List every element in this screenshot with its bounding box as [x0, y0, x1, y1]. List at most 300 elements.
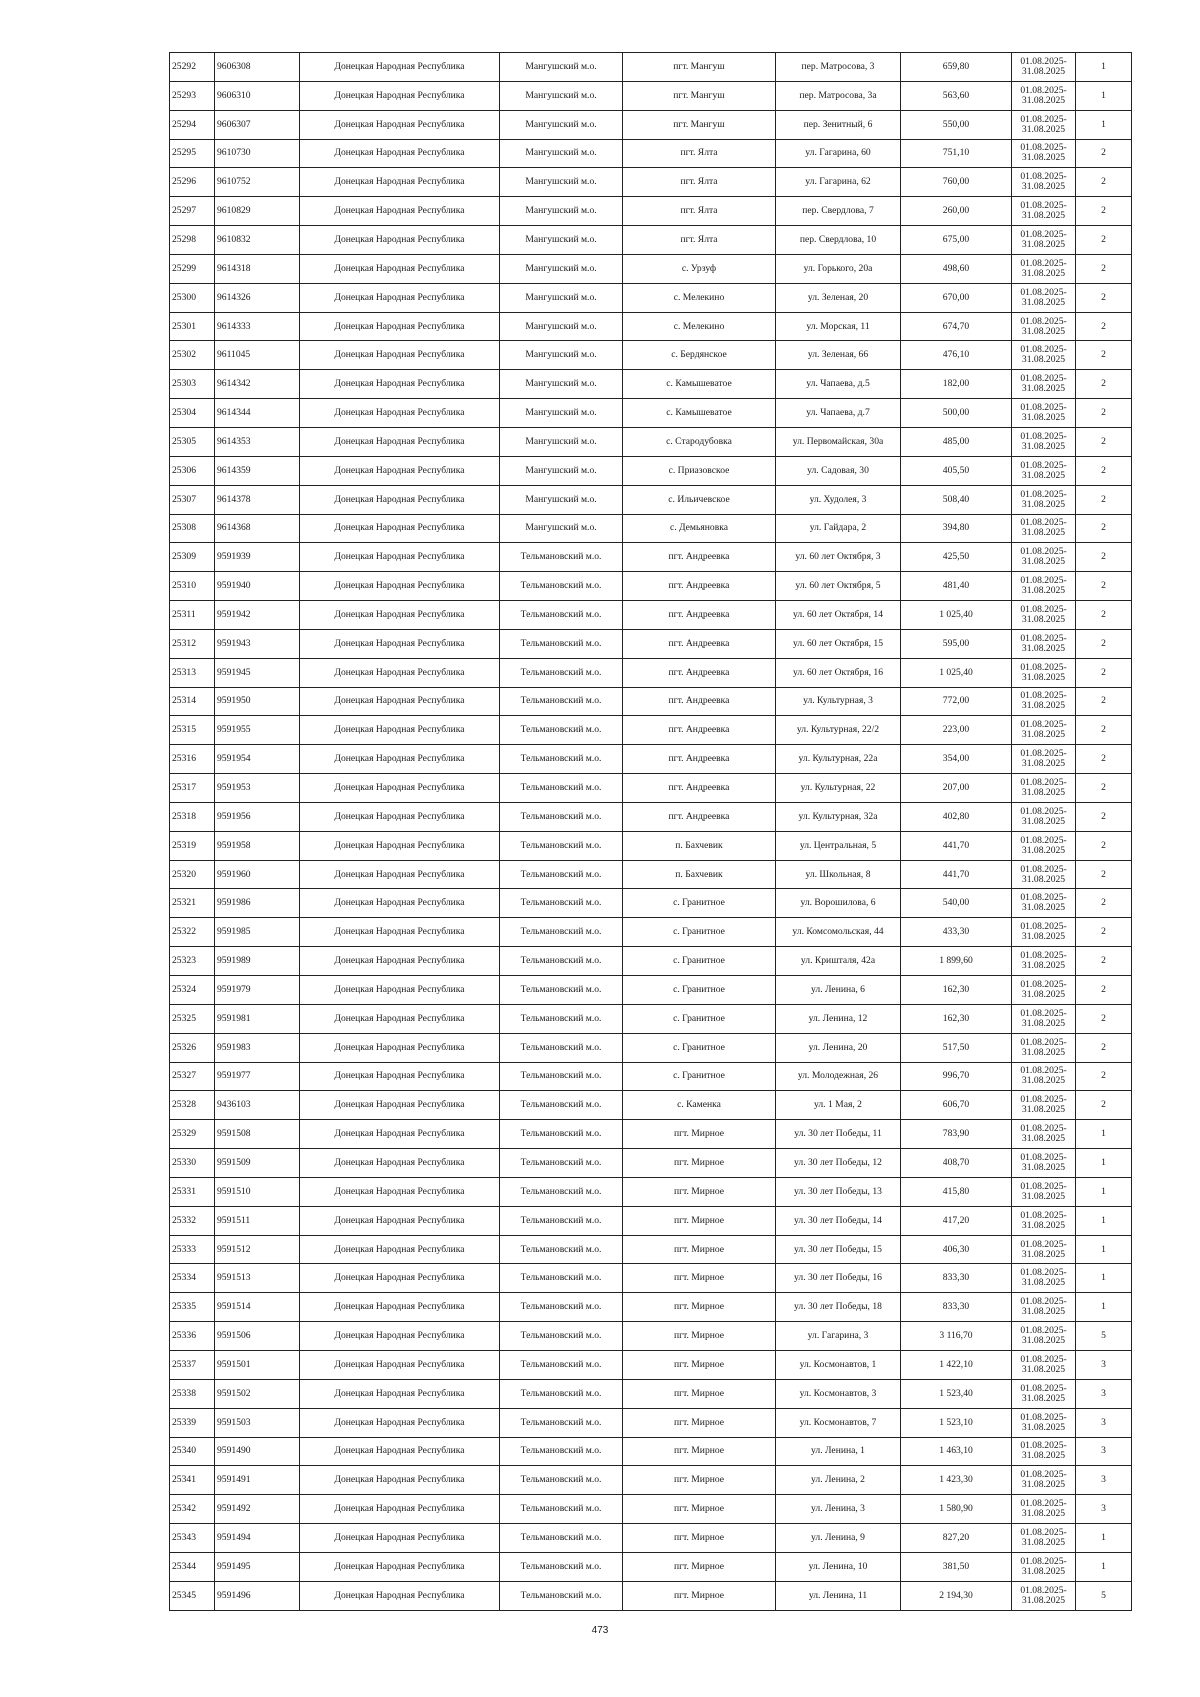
period-start: 01.08.2025-	[1020, 488, 1067, 500]
settlement-cell: пгт. Андреевка	[623, 629, 776, 658]
address-cell: ул. Молодежная, 26	[776, 1062, 901, 1091]
period-start: 01.08.2025-	[1020, 632, 1067, 644]
municipality-cell: Тельмановский м.о.	[500, 687, 623, 716]
settlement-cell: с. Демьяновка	[623, 514, 776, 543]
period-start: 01.08.2025-	[1020, 719, 1067, 731]
period-start: 01.08.2025-	[1020, 1007, 1067, 1019]
area-cell: 433,30	[901, 918, 1012, 947]
address-cell: ул. Чапаева, д.7	[776, 399, 901, 428]
municipality-cell: Тельмановский м.о.	[500, 1004, 623, 1033]
address-cell: ул. Культурная, 32а	[776, 802, 901, 831]
area-cell: 500,00	[901, 399, 1012, 428]
period-cell	[1012, 370, 1076, 399]
row-number-cell: 25301	[170, 312, 215, 341]
settlement-cell: пгт. Мирное	[623, 1379, 776, 1408]
address-cell: ул. 30 лет Победы, 14	[776, 1206, 901, 1235]
period-start: 01.08.2025-	[1020, 1267, 1067, 1279]
area-cell: 670,00	[901, 283, 1012, 312]
settlement-cell: пгт. Мирное	[623, 1293, 776, 1322]
period-start: 01.08.2025-	[1020, 171, 1067, 183]
table-row	[170, 399, 1132, 428]
period-end: 31.08.2025	[1021, 902, 1066, 914]
period-cell	[1012, 81, 1076, 110]
municipality-cell: Тельмановский м.о.	[500, 918, 623, 947]
settlement-cell: пгт. Андреевка	[623, 716, 776, 745]
period-end: 31.08.2025	[1021, 65, 1066, 77]
settlement-cell: с. Гранитное	[623, 1033, 776, 1062]
period-start: 01.08.2025-	[1020, 1440, 1067, 1452]
municipality-cell: Мангушский м.о.	[500, 53, 623, 82]
area-cell: 772,00	[901, 687, 1012, 716]
period-cell	[1012, 1177, 1076, 1206]
period-cell	[1012, 139, 1076, 168]
region-cell: Донецкая Народная Республика	[300, 427, 500, 456]
table-row	[170, 716, 1132, 745]
period-cell	[1012, 1408, 1076, 1437]
period-cell	[1012, 168, 1076, 197]
object-code-cell: 9606310	[215, 81, 300, 110]
period-start: 01.08.2025-	[1020, 748, 1067, 760]
table-row	[170, 572, 1132, 601]
area-cell: 783,90	[901, 1120, 1012, 1149]
area-cell: 675,00	[901, 226, 1012, 255]
count-cell: 2	[1076, 918, 1132, 947]
region-cell: Донецкая Народная Республика	[300, 226, 500, 255]
register-table-body	[170, 53, 1132, 1611]
period-cell	[1012, 1004, 1076, 1033]
period-cell	[1012, 1264, 1076, 1293]
region-cell: Донецкая Народная Республика	[300, 1004, 500, 1033]
settlement-cell: с. Мелекино	[623, 283, 776, 312]
address-cell: ул. Зеленая, 66	[776, 341, 901, 370]
settlement-cell: п. Бахчевик	[623, 860, 776, 889]
table-row	[170, 226, 1132, 255]
municipality-cell: Тельмановский м.о.	[500, 1120, 623, 1149]
count-cell: 2	[1076, 831, 1132, 860]
row-number-cell: 25310	[170, 572, 215, 601]
count-cell: 2	[1076, 947, 1132, 976]
object-code-cell: 9614353	[215, 427, 300, 456]
count-cell: 3	[1076, 1437, 1132, 1466]
address-cell: ул. 1 Мая, 2	[776, 1091, 901, 1120]
row-number-cell: 25313	[170, 658, 215, 687]
settlement-cell: пгт. Мирное	[623, 1235, 776, 1264]
count-cell: 2	[1076, 687, 1132, 716]
table-row	[170, 427, 1132, 456]
row-number-cell: 25330	[170, 1149, 215, 1178]
count-cell: 2	[1076, 1062, 1132, 1091]
count-cell: 3	[1076, 1495, 1132, 1524]
period-start: 01.08.2025-	[1020, 84, 1067, 96]
settlement-cell: пгт. Мирное	[623, 1149, 776, 1178]
object-code-cell: 9610730	[215, 139, 300, 168]
settlement-cell: пгт. Мирное	[623, 1437, 776, 1466]
address-cell: ул. Ленина, 6	[776, 976, 901, 1005]
object-code-cell: 9591960	[215, 860, 300, 889]
period-end: 31.08.2025	[1021, 1421, 1066, 1433]
row-number-cell: 25338	[170, 1379, 215, 1408]
period-cell	[1012, 629, 1076, 658]
municipality-cell: Мангушский м.о.	[500, 312, 623, 341]
table-row	[170, 456, 1132, 485]
municipality-cell: Тельмановский м.о.	[500, 716, 623, 745]
period-start: 01.08.2025-	[1020, 661, 1067, 673]
period-end: 31.08.2025	[1021, 1104, 1066, 1116]
area-cell: 485,00	[901, 427, 1012, 456]
settlement-cell: пгт. Мирное	[623, 1495, 776, 1524]
address-cell: пер. Свердлова, 7	[776, 197, 901, 226]
object-code-cell: 9591940	[215, 572, 300, 601]
settlement-cell: с. Урзуф	[623, 254, 776, 283]
object-code-cell: 9591492	[215, 1495, 300, 1524]
count-cell: 2	[1076, 283, 1132, 312]
row-number-cell: 25334	[170, 1264, 215, 1293]
object-code-cell: 9591503	[215, 1408, 300, 1437]
table-row	[170, 312, 1132, 341]
region-cell: Донецкая Народная Республика	[300, 629, 500, 658]
count-cell: 2	[1076, 802, 1132, 831]
count-cell: 2	[1076, 601, 1132, 630]
address-cell: ул. Гагарина, 60	[776, 139, 901, 168]
period-start: 01.08.2025-	[1020, 777, 1067, 789]
area-cell: 563,60	[901, 81, 1012, 110]
object-code-cell: 9591506	[215, 1322, 300, 1351]
municipality-cell: Тельмановский м.о.	[500, 1552, 623, 1581]
address-cell: ул. 30 лет Победы, 13	[776, 1177, 901, 1206]
count-cell: 2	[1076, 254, 1132, 283]
area-cell: 425,50	[901, 543, 1012, 572]
object-code-cell: 9591502	[215, 1379, 300, 1408]
period-start: 01.08.2025-	[1020, 863, 1067, 875]
row-number-cell: 25320	[170, 860, 215, 889]
period-end: 31.08.2025	[1021, 585, 1066, 597]
municipality-cell: Тельмановский м.о.	[500, 1293, 623, 1322]
row-number-cell: 25319	[170, 831, 215, 860]
period-end: 31.08.2025	[1021, 469, 1066, 481]
settlement-cell: пгт. Мирное	[623, 1177, 776, 1206]
municipality-cell: Тельмановский м.о.	[500, 1437, 623, 1466]
row-number-cell: 25311	[170, 601, 215, 630]
object-code-cell: 9591943	[215, 629, 300, 658]
region-cell: Донецкая Народная Республика	[300, 658, 500, 687]
period-start: 01.08.2025-	[1020, 978, 1067, 990]
period-end: 31.08.2025	[1021, 1306, 1066, 1318]
settlement-cell: с. Ильичевское	[623, 485, 776, 514]
table-row	[170, 889, 1132, 918]
settlement-cell: пгт. Мирное	[623, 1552, 776, 1581]
period-start: 01.08.2025-	[1020, 286, 1067, 298]
count-cell: 3	[1076, 1379, 1132, 1408]
period-end: 31.08.2025	[1021, 758, 1066, 770]
region-cell: Донецкая Народная Республика	[300, 1495, 500, 1524]
period-start: 01.08.2025-	[1020, 402, 1067, 414]
period-cell	[1012, 254, 1076, 283]
object-code-cell: 9591983	[215, 1033, 300, 1062]
region-cell: Донецкая Народная Республика	[300, 514, 500, 543]
table-row	[170, 283, 1132, 312]
row-number-cell: 25323	[170, 947, 215, 976]
municipality-cell: Мангушский м.о.	[500, 81, 623, 110]
region-cell: Донецкая Народная Республика	[300, 1149, 500, 1178]
area-cell: 595,00	[901, 629, 1012, 658]
municipality-cell: Мангушский м.о.	[500, 399, 623, 428]
settlement-cell: пгт. Мирное	[623, 1466, 776, 1495]
period-cell	[1012, 197, 1076, 226]
table-row	[170, 1120, 1132, 1149]
address-cell: ул. Школьная, 8	[776, 860, 901, 889]
municipality-cell: Мангушский м.о.	[500, 197, 623, 226]
area-cell: 260,00	[901, 197, 1012, 226]
table-row	[170, 543, 1132, 572]
period-cell	[1012, 889, 1076, 918]
municipality-cell: Тельмановский м.о.	[500, 774, 623, 803]
object-code-cell: 9591979	[215, 976, 300, 1005]
period-start: 01.08.2025-	[1020, 1209, 1067, 1221]
row-number-cell: 25295	[170, 139, 215, 168]
row-number-cell: 25344	[170, 1552, 215, 1581]
row-number-cell: 25343	[170, 1524, 215, 1553]
object-code-cell: 9591511	[215, 1206, 300, 1235]
period-start: 01.08.2025-	[1020, 1123, 1067, 1135]
object-code-cell: 9591977	[215, 1062, 300, 1091]
count-cell: 2	[1076, 168, 1132, 197]
count-cell: 2	[1076, 543, 1132, 572]
period-end: 31.08.2025	[1021, 1046, 1066, 1058]
region-cell: Донецкая Народная Республика	[300, 543, 500, 572]
count-cell: 2	[1076, 456, 1132, 485]
count-cell: 2	[1076, 341, 1132, 370]
row-number-cell: 25315	[170, 716, 215, 745]
address-cell: ул. Садовая, 30	[776, 456, 901, 485]
address-cell: ул. 30 лет Победы, 16	[776, 1264, 901, 1293]
settlement-cell: пгт. Ялта	[623, 139, 776, 168]
municipality-cell: Мангушский м.о.	[500, 456, 623, 485]
period-end: 31.08.2025	[1021, 1017, 1066, 1029]
period-start: 01.08.2025-	[1020, 1382, 1067, 1394]
count-cell: 2	[1076, 427, 1132, 456]
object-code-cell: 9436103	[215, 1091, 300, 1120]
count-cell: 2	[1076, 572, 1132, 601]
table-row	[170, 601, 1132, 630]
period-cell	[1012, 687, 1076, 716]
address-cell: ул. Ленина, 10	[776, 1552, 901, 1581]
row-number-cell: 25312	[170, 629, 215, 658]
object-code-cell: 9591510	[215, 1177, 300, 1206]
object-code-cell: 9606308	[215, 53, 300, 82]
table-row	[170, 1379, 1132, 1408]
period-start: 01.08.2025-	[1020, 1584, 1067, 1596]
period-cell	[1012, 918, 1076, 947]
address-cell: ул. Культурная, 22	[776, 774, 901, 803]
area-cell: 659,80	[901, 53, 1012, 82]
municipality-cell: Мангушский м.о.	[500, 283, 623, 312]
area-cell: 1 422,10	[901, 1350, 1012, 1379]
region-cell: Донецкая Народная Республика	[300, 341, 500, 370]
municipality-cell: Мангушский м.о.	[500, 139, 623, 168]
object-code-cell: 9591939	[215, 543, 300, 572]
region-cell: Донецкая Народная Республика	[300, 687, 500, 716]
address-cell: ул. Культурная, 3	[776, 687, 901, 716]
area-cell: 408,70	[901, 1149, 1012, 1178]
area-cell: 751,10	[901, 139, 1012, 168]
period-cell	[1012, 802, 1076, 831]
municipality-cell: Тельмановский м.о.	[500, 629, 623, 658]
object-code-cell: 9591491	[215, 1466, 300, 1495]
period-end: 31.08.2025	[1021, 325, 1066, 337]
period-start: 01.08.2025-	[1020, 950, 1067, 962]
area-cell: 405,50	[901, 456, 1012, 485]
address-cell: ул. Ленина, 9	[776, 1524, 901, 1553]
count-cell: 2	[1076, 226, 1132, 255]
period-cell	[1012, 1322, 1076, 1351]
table-row	[170, 976, 1132, 1005]
address-cell: ул. Культурная, 22а	[776, 745, 901, 774]
row-number-cell: 25336	[170, 1322, 215, 1351]
municipality-cell: Тельмановский м.о.	[500, 1206, 623, 1235]
region-cell: Донецкая Народная Республика	[300, 1322, 500, 1351]
period-start: 01.08.2025-	[1020, 257, 1067, 269]
area-cell: 223,00	[901, 716, 1012, 745]
period-cell	[1012, 831, 1076, 860]
settlement-cell: пгт. Мирное	[623, 1120, 776, 1149]
row-number-cell: 25328	[170, 1091, 215, 1120]
municipality-cell: Тельмановский м.о.	[500, 572, 623, 601]
count-cell: 2	[1076, 716, 1132, 745]
area-cell: 182,00	[901, 370, 1012, 399]
row-number-cell: 25322	[170, 918, 215, 947]
region-cell: Донецкая Народная Республика	[300, 139, 500, 168]
region-cell: Донецкая Народная Республика	[300, 1466, 500, 1495]
period-end: 31.08.2025	[1021, 931, 1066, 943]
count-cell: 2	[1076, 399, 1132, 428]
municipality-cell: Мангушский м.о.	[500, 168, 623, 197]
period-cell	[1012, 1552, 1076, 1581]
settlement-cell: с. Гранитное	[623, 889, 776, 918]
settlement-cell: пгт. Андреевка	[623, 572, 776, 601]
period-end: 31.08.2025	[1021, 296, 1066, 308]
region-cell: Донецкая Народная Республика	[300, 1437, 500, 1466]
municipality-cell: Мангушский м.о.	[500, 485, 623, 514]
settlement-cell: пгт. Мирное	[623, 1408, 776, 1437]
period-end: 31.08.2025	[1021, 498, 1066, 510]
row-number-cell: 25316	[170, 745, 215, 774]
row-number-cell: 25324	[170, 976, 215, 1005]
period-end: 31.08.2025	[1021, 354, 1066, 366]
period-end: 31.08.2025	[1021, 412, 1066, 424]
municipality-cell: Мангушский м.о.	[500, 370, 623, 399]
count-cell: 2	[1076, 514, 1132, 543]
area-cell: 2 194,30	[901, 1581, 1012, 1610]
municipality-cell: Тельмановский м.о.	[500, 831, 623, 860]
table-row	[170, 831, 1132, 860]
count-cell: 2	[1076, 370, 1132, 399]
area-cell: 381,50	[901, 1552, 1012, 1581]
municipality-cell: Тельмановский м.о.	[500, 947, 623, 976]
count-cell: 1	[1076, 1552, 1132, 1581]
address-cell: ул. Ленина, 11	[776, 1581, 901, 1610]
municipality-cell: Тельмановский м.о.	[500, 802, 623, 831]
municipality-cell: Мангушский м.о.	[500, 341, 623, 370]
count-cell: 2	[1076, 629, 1132, 658]
table-row	[170, 1033, 1132, 1062]
area-cell: 498,60	[901, 254, 1012, 283]
table-row	[170, 745, 1132, 774]
settlement-cell: пгт. Мирное	[623, 1524, 776, 1553]
region-cell: Донецкая Народная Республика	[300, 1206, 500, 1235]
row-number-cell: 25302	[170, 341, 215, 370]
row-number-cell: 25305	[170, 427, 215, 456]
period-start: 01.08.2025-	[1020, 603, 1067, 615]
address-cell: ул. Комсомольская, 44	[776, 918, 901, 947]
period-end: 31.08.2025	[1021, 1277, 1066, 1289]
object-code-cell: 9614318	[215, 254, 300, 283]
period-start: 01.08.2025-	[1020, 1036, 1067, 1048]
period-cell	[1012, 110, 1076, 139]
count-cell: 2	[1076, 485, 1132, 514]
area-cell: 417,20	[901, 1206, 1012, 1235]
region-cell: Донецкая Народная Республика	[300, 456, 500, 485]
object-code-cell: 9610829	[215, 197, 300, 226]
address-cell: ул. Зеленая, 20	[776, 283, 901, 312]
period-cell	[1012, 1120, 1076, 1149]
period-end: 31.08.2025	[1021, 671, 1066, 683]
period-cell	[1012, 456, 1076, 485]
period-start: 01.08.2025-	[1020, 575, 1067, 587]
period-cell	[1012, 1350, 1076, 1379]
object-code-cell: 9614368	[215, 514, 300, 543]
municipality-cell: Тельмановский м.о.	[500, 1033, 623, 1062]
settlement-cell: с. Гранитное	[623, 947, 776, 976]
period-end: 31.08.2025	[1021, 988, 1066, 1000]
count-cell: 2	[1076, 139, 1132, 168]
object-code-cell: 9591508	[215, 1120, 300, 1149]
municipality-cell: Тельмановский м.о.	[500, 1524, 623, 1553]
municipality-cell: Тельмановский м.о.	[500, 1350, 623, 1379]
row-number-cell: 25294	[170, 110, 215, 139]
region-cell: Донецкая Народная Республика	[300, 1120, 500, 1149]
period-start: 01.08.2025-	[1020, 546, 1067, 558]
region-cell: Донецкая Народная Республика	[300, 485, 500, 514]
settlement-cell: с. Камышеватое	[623, 370, 776, 399]
table-row	[170, 197, 1132, 226]
period-start: 01.08.2025-	[1020, 892, 1067, 904]
row-number-cell: 25300	[170, 283, 215, 312]
object-code-cell: 9591501	[215, 1350, 300, 1379]
period-end: 31.08.2025	[1021, 556, 1066, 568]
object-code-cell: 9611045	[215, 341, 300, 370]
period-cell	[1012, 1581, 1076, 1610]
count-cell: 1	[1076, 1177, 1132, 1206]
area-cell: 1 523,10	[901, 1408, 1012, 1437]
address-cell: ул. 30 лет Победы, 11	[776, 1120, 901, 1149]
period-cell	[1012, 341, 1076, 370]
region-cell: Донецкая Народная Республика	[300, 716, 500, 745]
area-cell: 1 025,40	[901, 658, 1012, 687]
period-cell	[1012, 774, 1076, 803]
period-start: 01.08.2025-	[1020, 517, 1067, 529]
period-cell	[1012, 947, 1076, 976]
settlement-cell: пгт. Мирное	[623, 1264, 776, 1293]
settlement-cell: пгт. Мангуш	[623, 53, 776, 82]
period-start: 01.08.2025-	[1020, 373, 1067, 385]
period-start: 01.08.2025-	[1020, 1498, 1067, 1510]
table-row	[170, 81, 1132, 110]
period-cell	[1012, 1091, 1076, 1120]
row-number-cell: 25303	[170, 370, 215, 399]
settlement-cell: пгт. Андреевка	[623, 687, 776, 716]
municipality-cell: Тельмановский м.о.	[500, 1495, 623, 1524]
settlement-cell: с. Каменка	[623, 1091, 776, 1120]
